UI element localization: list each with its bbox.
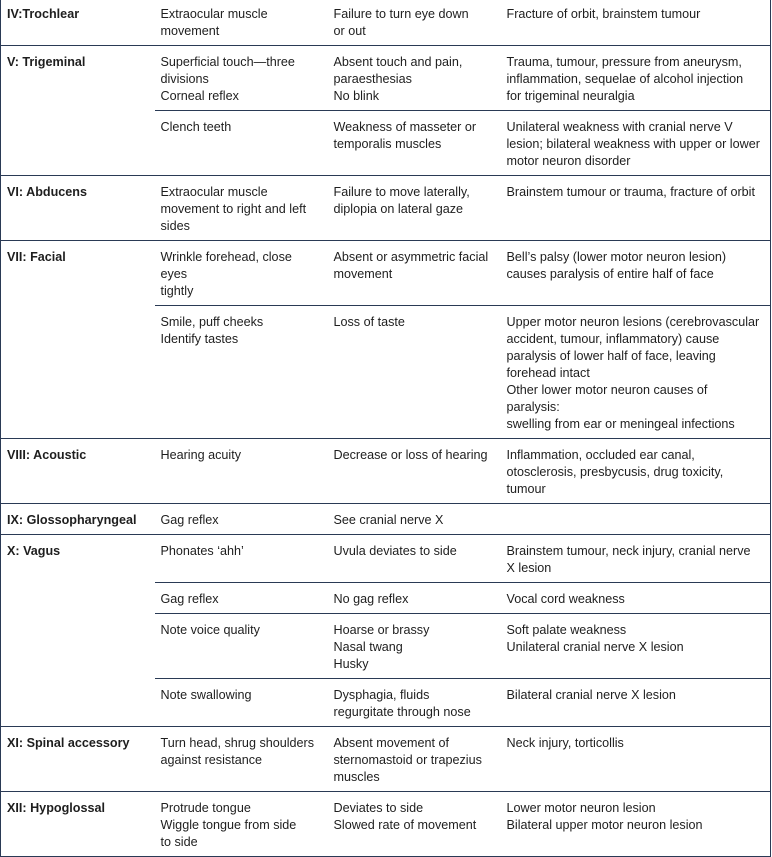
test-cell: Clench teeth bbox=[155, 111, 328, 176]
test-cell: Note voice quality bbox=[155, 614, 328, 679]
test-cell: Hearing acuity bbox=[155, 439, 328, 504]
test-cell: Extraocular muscle movement bbox=[160, 7, 268, 38]
table-row bbox=[1, 792, 771, 857]
table-row bbox=[1, 176, 771, 241]
cause-cell: Unilateral weakness with cranial nerve V lesion; bilateral weakness with upper or lower motor neuron disorder bbox=[501, 111, 771, 176]
cause-cell: Lower motor neuron lesion Bilateral upper motor neuron lesion bbox=[501, 792, 771, 857]
table-row bbox=[1, 504, 771, 535]
test-cell: Wrinkle forehead, close eyes tightly bbox=[155, 241, 328, 306]
finding-cell: Decrease or loss of hearing bbox=[328, 439, 501, 504]
table-row bbox=[1, 727, 771, 792]
test-cell: Smile, puff cheeks Identify tastes bbox=[155, 306, 328, 439]
finding-cell: Weakness of masseter or temporalis muscles bbox=[328, 111, 501, 176]
table-row bbox=[1, 241, 771, 306]
cause-cell: Fracture of orbit, brainstem tumour bbox=[506, 7, 701, 21]
cause-cell: Brainstem tumour, neck injury, cranial nerve X lesion bbox=[501, 535, 771, 583]
table-row bbox=[1, 535, 771, 583]
test-cell: Note swallowing bbox=[155, 679, 328, 727]
finding-cell: See cranial nerve X bbox=[328, 504, 501, 535]
test-cell: Gag reflex bbox=[155, 504, 328, 535]
nerve-name: VIII: Acoustic bbox=[1, 439, 155, 504]
nerve-name: V: Trigeminal bbox=[1, 46, 155, 176]
finding-cell: Deviates to side Slowed rate of movement bbox=[328, 792, 501, 857]
finding-cell: Hoarse or brassy Nasal twang Husky bbox=[328, 614, 501, 679]
cause-cell: Bell’s palsy (lower motor neuron lesion) causes paralysis of entire half of face bbox=[501, 241, 771, 306]
nerve-name: VI: Abducens bbox=[1, 176, 155, 241]
cause-cell: Neck injury, torticollis bbox=[501, 727, 771, 792]
finding-cell: Uvula deviates to side bbox=[328, 535, 501, 583]
test-cell: Turn head, shrug shoulders against resistance bbox=[155, 727, 328, 792]
finding-cell: Dysphagia, fluids regurgitate through nose bbox=[328, 679, 501, 727]
test-cell: Superficial touch—three divisions Corneal reflex bbox=[155, 46, 328, 111]
table-row bbox=[1, 0, 771, 46]
cause-cell: Bilateral cranial nerve X lesion bbox=[501, 679, 771, 727]
cause-cell bbox=[501, 504, 771, 535]
cause-cell: Trauma, tumour, pressure from aneurysm, inflammation, sequelae of alcohol injection for trigeminal neuralgia bbox=[501, 46, 771, 111]
finding-cell: Loss of taste bbox=[328, 306, 501, 439]
table-row bbox=[1, 46, 771, 111]
table-body bbox=[1, 0, 771, 857]
nerve-name: IV:Trochlear bbox=[7, 7, 80, 21]
test-cell: Gag reflex bbox=[155, 583, 328, 614]
finding-cell: Absent touch and pain, paraesthesias No blink bbox=[328, 46, 501, 111]
test-cell: Phonates ‘ahh’ bbox=[155, 535, 328, 583]
cause-cell: Vocal cord weakness bbox=[501, 583, 771, 614]
finding-cell: Failure to turn eye down or out bbox=[333, 7, 469, 38]
finding-cell: No gag reflex bbox=[328, 583, 501, 614]
nerve-name: X: Vagus bbox=[1, 535, 155, 727]
nerve-name: VII: Facial bbox=[1, 241, 155, 439]
finding-cell: Absent or asymmetric facial movement bbox=[328, 241, 501, 306]
cause-cell: Upper motor neuron lesions (cerebrovascular accident, tumour, inflammatory) cause paralysis of lower half of face, leaving forehead intact Other lower motor neuron causes of paralysis: swelling from ear or meningeal infections bbox=[501, 306, 771, 439]
test-cell: Protrude tongue Wiggle tongue from side to side bbox=[155, 792, 328, 857]
nerve-name: XI: Spinal accessory bbox=[1, 727, 155, 792]
finding-cell: Failure to move laterally, diplopia on lateral gaze bbox=[328, 176, 501, 241]
finding-cell: Absent movement of sternomastoid or trapezius muscles bbox=[328, 727, 501, 792]
test-cell: Extraocular muscle movement to right and left sides bbox=[155, 176, 328, 241]
nerve-name: XII: Hypoglossal bbox=[1, 792, 155, 857]
nerve-name: IX: Glossopharyngeal bbox=[1, 504, 155, 535]
cause-cell: Inflammation, occluded ear canal, otosclerosis, presbycusis, drug toxicity, tumour bbox=[501, 439, 771, 504]
cause-cell: Brainstem tumour or trauma, fracture of orbit bbox=[501, 176, 771, 241]
cause-cell: Soft palate weakness Unilateral cranial nerve X lesion bbox=[501, 614, 771, 679]
table-row bbox=[1, 439, 771, 504]
